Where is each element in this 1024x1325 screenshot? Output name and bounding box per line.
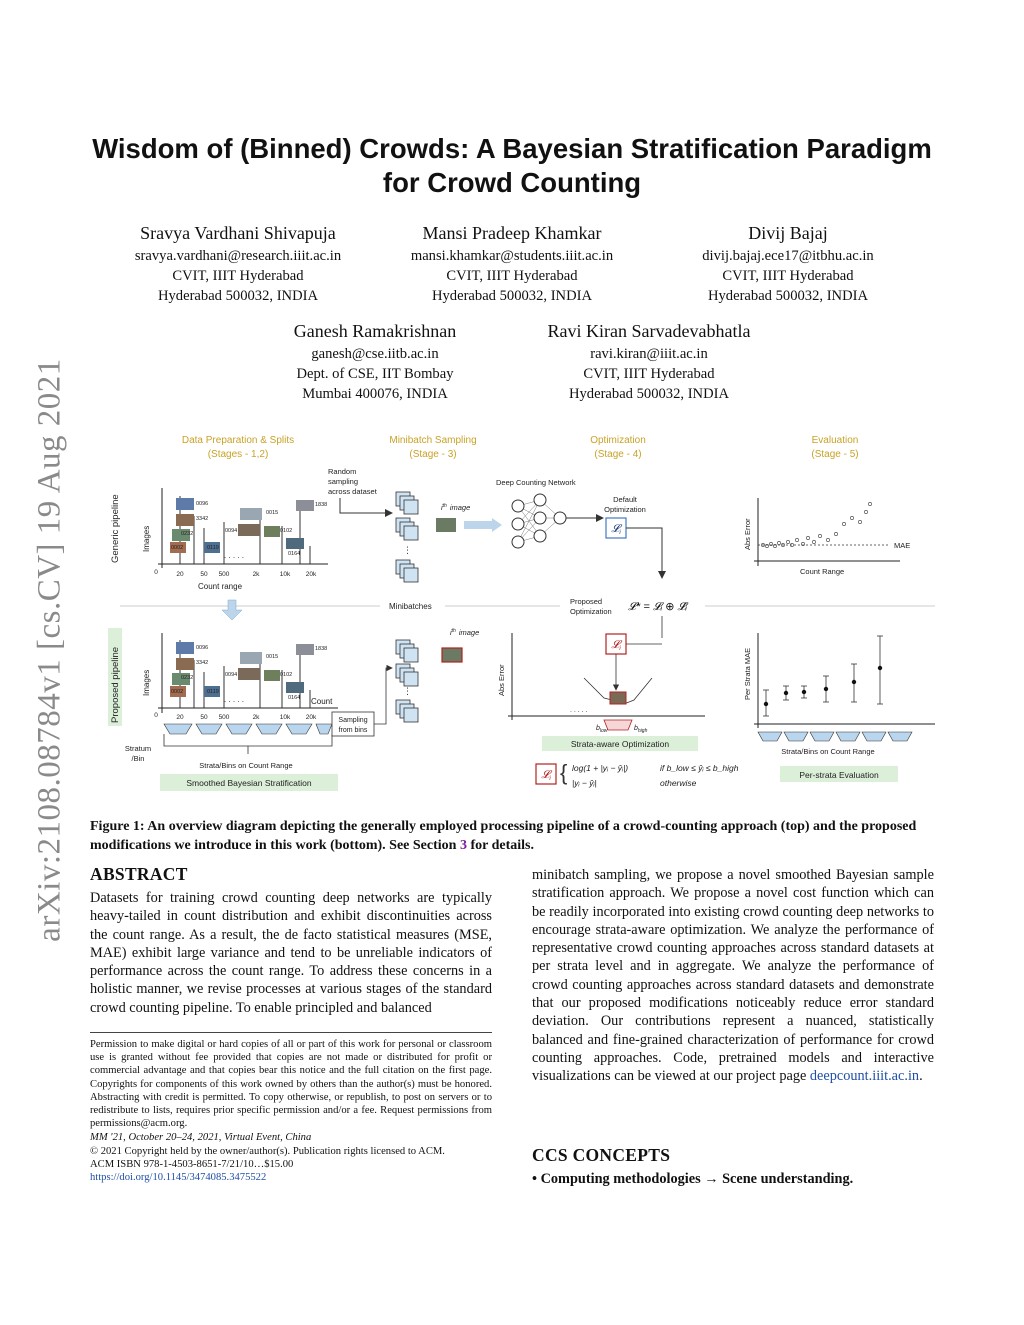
thumb-count: 3342 [196,516,209,522]
stage-3-sub: (Stage - 4) [594,449,642,460]
opt-abs-error-label: Abs Error [497,664,506,696]
author-block-1 [98,220,378,306]
copyright-line: © 2021 Copyright held by the owner/author(s). Publication rights licensed to ACM. [90,1145,445,1157]
x-tick: 500 [218,714,230,721]
permission-text: Permission to make digital or hard copies of all or part of this work for personal or classroom use is granted without fee provided that copies are not made or distributed for profit or commercial advantage and that copies bear this notice and the full citation on the first page. Copyrights for components of this work owned by others than the author(s) must be honored. Abstracting with credit is permitted. To copy otherwise, or republish, to post on servers or to redistribute to lists, requires prior specific permission and/or a fee. Request permissions from permissions@acm.org. [90,1039,492,1130]
formula-condition-1: if b_low ≤ ŷᵢ ≤ b_high [660,763,739,773]
author-email[interactable]: sravya.vardhani@research.iiit.ac.in [134,248,342,264]
stratum-bin-label: /Bin [131,754,145,763]
svg-text:blow: $b_{low}$ [596,725,608,734]
abstract-left-column: Datasets for training crowd counting deep networks are typically heavy-tailed in count distribution and exhibit discontinuities across the count range. As a result, the de facto statistical measures (MSE, MAE) exhibit large variance and tend to be unreliable indicators of performance across the count range. To address these concerns in a holistic manner, we revise processes at various stages of the standard crowd counting pipeline. To enable principled and balanced [90,890,492,1016]
strata-bins-count-label: Strata/Bins on Count Range [199,761,293,770]
author-address: Hyderabad 500032, INDIA [568,386,730,402]
paper-title [80,132,944,200]
ellipsis: . . . . . [224,551,245,560]
doi-link[interactable]: https://doi.org/10.1145/3474085.3475522 [90,1172,267,1184]
author-block-5 [509,318,789,404]
count-label: Count [311,697,333,706]
thumb-count: 0164 [288,695,301,701]
x-tick: 20k [305,714,317,721]
author-address: Hyderabad 500032, INDIA [707,288,869,304]
svg-text:𝓛i: 𝓛i [541,769,551,782]
ith-image-thumb [436,518,456,532]
mae-label: MAE [894,541,911,550]
author-affiliation: CVIT, IIIT Hyderabad [583,366,715,382]
formula-case-1: log(1 + |yᵢ − ŷᵢ|) [572,763,629,773]
author-address: Mumbai 400076, INDIA [302,386,448,402]
stage-3-label: Optimization [590,435,646,446]
svg-text:{: { [560,760,568,785]
svg-text:𝓛i: 𝓛i [611,523,621,536]
eval-abs-error-label: Abs Error [743,518,752,550]
thumb-count: 0094 [225,672,238,678]
arxiv-sidebar-stamp [20,340,80,960]
random-sampling-line: Random [328,467,357,476]
isbn-line: ACM ISBN 978-1-4503-8651-7/21/10…$15.00 [90,1158,294,1170]
stage-1-sub: (Stages - 1,2) [207,449,269,460]
author-affiliation: Dept. of CSE, IIT Bombay [296,366,454,382]
author-affiliation: CVIT, IIIT Hyderabad [172,268,304,284]
figure-1-pipeline-diagram [100,428,940,798]
eval-count-range: Count Range [800,567,845,576]
formula-condition-2: otherwise [660,778,697,788]
deep-net-label: Deep Counting Network [496,478,576,487]
strata-bins [164,724,332,734]
default-opt-line: Default [613,495,637,504]
svg-text:𝓛i: 𝓛i [611,639,621,652]
thumb-count: 0102 [280,672,293,678]
thumb-count: 1838 [315,502,328,508]
thumb-count: 0164 [288,551,301,557]
target-bin [604,720,632,730]
default-opt-line: Optimization [604,505,646,514]
top-scatter-points [761,502,871,547]
thumb-count: 0002 [171,689,184,695]
author-block-3 [648,220,928,306]
title-line-1: Wisdom of (Binned) Crowds: A Bayesian Stratification Paradigm [92,133,932,164]
author-name: Sravya Vardhani Shivapuja [140,223,336,243]
stage-2-label: Minibatch Sampling [389,435,477,446]
per-strata-mae-label: Per Strata MAE [743,647,752,700]
minibatches-label: Minibatches [389,602,432,611]
ellipsis: . . . . . [570,707,588,714]
proposed-opt-line: Proposed [570,597,603,606]
per-strata-eval-label: Per-strata Evaluation [799,770,879,780]
x-tick: 2k [252,571,260,578]
thumb-count: 3342 [196,660,209,666]
smoothed-bayesian-label: Smoothed Bayesian Stratification [186,778,312,788]
thumb-count: 1838 [315,646,328,652]
conference-info: MM '21, October 20–24, 2021, Virtual Event, China [90,1132,312,1144]
abstract-heading: ABSTRACT [90,864,188,884]
sampling-from-bins-line: Sampling [338,717,368,724]
svg-text:⋮: ⋮ [403,686,412,696]
x-tick: 50 [200,571,208,578]
thumb-count: 0119 [207,689,219,695]
x-tick: 20 [176,571,184,578]
ith-image-thumb [442,648,462,662]
x-tick: 500 [218,571,230,578]
stage-1-label: Data Preparation & Splits [181,435,295,446]
author-name: Mansi Pradeep Khamkar [422,223,602,243]
eval-strata-bins [758,732,912,741]
author-name: Ganesh Ramakrishnan [293,321,457,341]
ellipsis: . . . . . [224,695,245,704]
thumb-count: 0102 [280,528,293,534]
author-address: Hyderabad 500032, INDIA [431,288,593,304]
mae-points [764,666,882,706]
svg-text:bhigh: $b_{high}$ [634,725,648,734]
author-name: Divij Bajaj [748,223,828,243]
x-tick: 20k [305,571,317,578]
author-email[interactable]: ganesh@cse.iitb.ac.in [311,346,439,362]
proposed-pipeline-label: Proposed pipeline [110,646,121,723]
thumb-count: 0119 [207,545,219,551]
thumb-count: 0015 [266,510,279,516]
proposed-opt-line: Optimization [570,607,612,616]
figure-caption: Figure 1: An overview diagram depicting the generally employed processing pipeline of a crowd-counting approach (top) and the proposed modifications we introduce in this work (bottom). See Section 3 for details. [90,819,917,853]
x-tick: 0 [154,712,158,719]
eval-strata-bins-label: Strata/Bins on Count Range [781,747,875,756]
author-address: Hyderabad 500032, INDIA [157,288,319,304]
ccs-bullet: • Computing methodologies → Scene understanding. [532,1171,854,1187]
author-name: Ravi Kiran Sarvadevabhatla [547,321,751,341]
stage-2-sub: (Stage - 3) [409,449,457,460]
author-affiliation: CVIT, IIIT Hyderabad [722,268,854,284]
ith-image-label: $i^{th}$ image [450,628,480,637]
section-ref-link[interactable]: 3 [459,837,467,853]
author-email[interactable]: mansi.khamkar@students.iiit.ac.in [410,248,614,264]
thumb-count: 0096 [196,645,209,651]
x-tick: 20 [176,714,184,721]
count-range-label: Count range [198,582,243,591]
combined-loss: 𝓛* = 𝓛ᵢ ⊕ 𝓛̂ᵢ [628,601,687,613]
ith-image-label: $i^{th}$ image [441,503,471,512]
stratum-bin-label: Stratum [124,744,152,753]
thumb-count: 0094 [225,528,238,534]
author-email[interactable]: divij.bajaj.ece17@itbhu.ac.in [702,248,874,264]
predicted-image [610,692,626,704]
thumb-count: 0232 [181,675,194,681]
formula-case-2: |yᵢ − ŷᵢ| [572,778,597,788]
images-axis-label: Images [142,525,151,552]
author-email[interactable]: ravi.kiran@iiit.ac.in [590,346,708,362]
author-block-2 [372,220,652,306]
generic-pipeline-label: Generic pipeline [110,494,121,563]
thumb-count: 0015 [266,654,279,660]
images-axis-label: Images [142,669,151,696]
x-tick: 2k [252,714,260,721]
author-block-4 [235,318,515,404]
title-line-2: for Crowd Counting [382,167,642,198]
random-sampling-line: across dataset [328,487,377,496]
thumb-count: 0232 [181,531,194,537]
permission-block [90,1038,492,1184]
sampling-from-bins-line: from bins [338,727,368,734]
thumb-count: 0002 [171,545,184,551]
arxiv-id: arXiv:2108.08784v1 [cs.CV] 19 Aug 2021 [31,358,68,942]
thumb-count: 0096 [196,501,209,507]
svg-text:⋮: ⋮ [403,545,412,555]
network-nodes [512,494,566,548]
strata-aware-label: Strata-aware Optimization [570,739,670,749]
author-affiliation: CVIT, IIIT Hyderabad [446,268,578,284]
abstract-right-column: minibatch sampling, we propose a novel smoothed Bayesian sample stratification approach. We propose a novel cost function which can be readily incorporated into existing crowd counting deep networks to encourage strata-aware optimization. We analyze the performance of representative crowd counting approaches across standard datasets at per strata level and in aggregate. We analyze the performance of crowd counting approaches across standard datasets and demonstrate that our proposed modifications noticeably reduce error standard deviation. Our contributions represent a nuanced, statistically balanced and fine-grained characterization of performance for crowd counting approaches. Code, pretrained models and interactive visualizations can be viewed at our project page deepcount.iiit.ac.in. [532,867,934,1085]
error-bars [763,636,883,716]
x-tick: 10k [279,571,291,578]
random-sampling-line: sampling [328,477,359,486]
stage-4-sub: (Stage - 5) [811,449,859,460]
x-tick: 50 [200,714,208,721]
x-tick: 0 [154,569,158,576]
x-tick: 10k [279,714,291,721]
stage-4-label: Evaluation [811,435,859,446]
ccs-heading: CCS CONCEPTS [532,1145,671,1165]
footnote-rule [90,1032,492,1033]
project-page-link[interactable]: deepcount.iiit.ac.in [809,1068,920,1085]
